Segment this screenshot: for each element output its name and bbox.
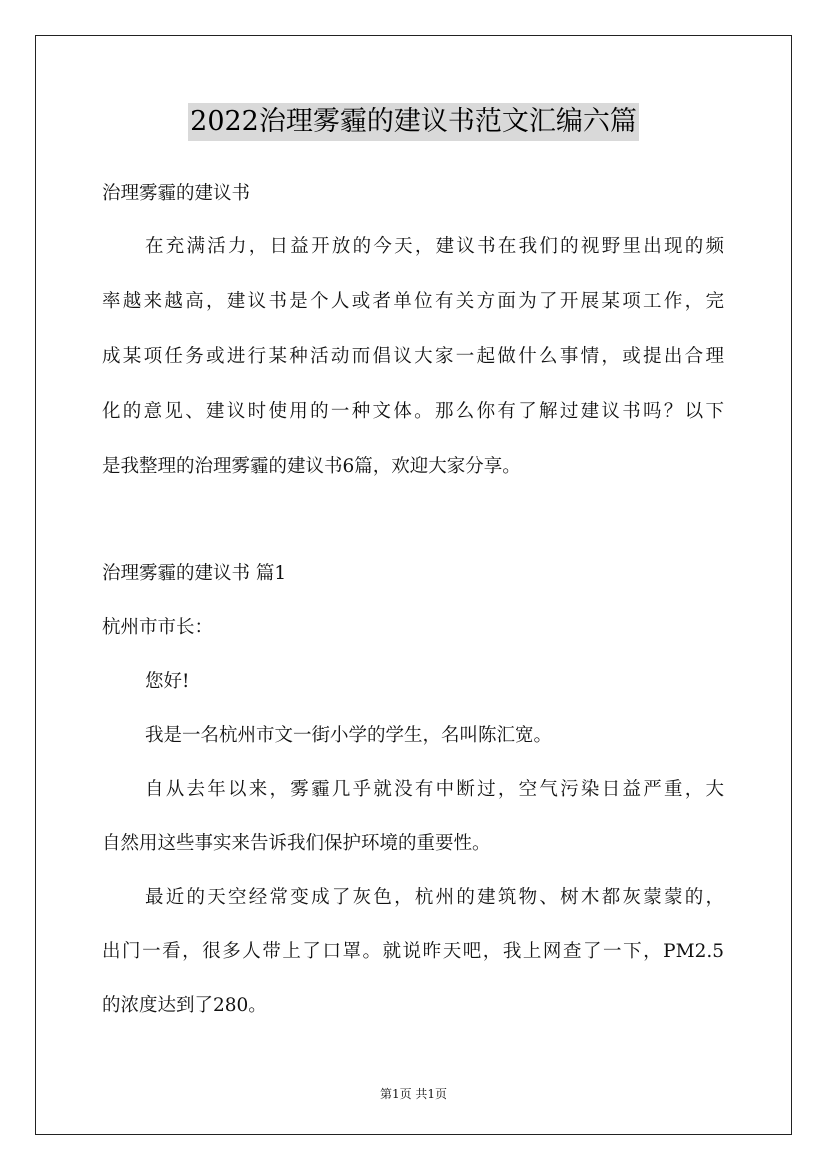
paragraph-2-line-1: 自从去年以来，雾霾几乎就没有中断过，空气污染日益严重，大 (145, 779, 724, 800)
intro-line-4: 化的意见、建议时使用的一种文体。那么你有了解过建议书吗？以下 (102, 401, 724, 422)
intro-line-1: 在充满活力，日益开放的今天，建议书在我们的视野里出现的频 (145, 236, 724, 257)
paragraph-1: 我是一名杭州市文一街小学的学生，名叫陈汇宽。 (145, 725, 553, 746)
intro-line-5: 是我整理的治理雾霾的建议书6篇，欢迎大家分享。 (102, 456, 521, 477)
paragraph-2-line-2: 自然用这些事实来告诉我们保护环境的重要性。 (102, 833, 491, 854)
document-title: 2022治理雾霾的建议书范文汇编六篇 (188, 103, 639, 141)
paragraph-3-line-3: 的浓度达到了280。 (102, 995, 267, 1016)
paragraph-3-line-1: 最近的天空经常变成了灰色，杭州的建筑物、树木都灰蒙蒙的， (145, 887, 724, 908)
salutation: 杭州市市长： (102, 617, 214, 638)
title-container (0, 103, 827, 141)
paragraph-3-line-2: 出门一看，很多人带上了口罩。就说昨天吧，我上网查了一下，PM2.5 (102, 941, 724, 962)
intro-line-3: 成某项任务或进行某种活动而倡议大家一起做什么事情，或提出合理 (102, 346, 724, 367)
section-heading: 治理雾霾的建议书 篇1 (102, 563, 287, 584)
greeting: 您好! (145, 671, 190, 692)
intro-line-2: 率越来越高，建议书是个人或者单位有关方面为了开展某项工作，完 (102, 291, 724, 312)
intro-heading: 治理雾霾的建议书 (102, 183, 251, 204)
page-footer: 第1页 共1页 (379, 1087, 448, 1101)
